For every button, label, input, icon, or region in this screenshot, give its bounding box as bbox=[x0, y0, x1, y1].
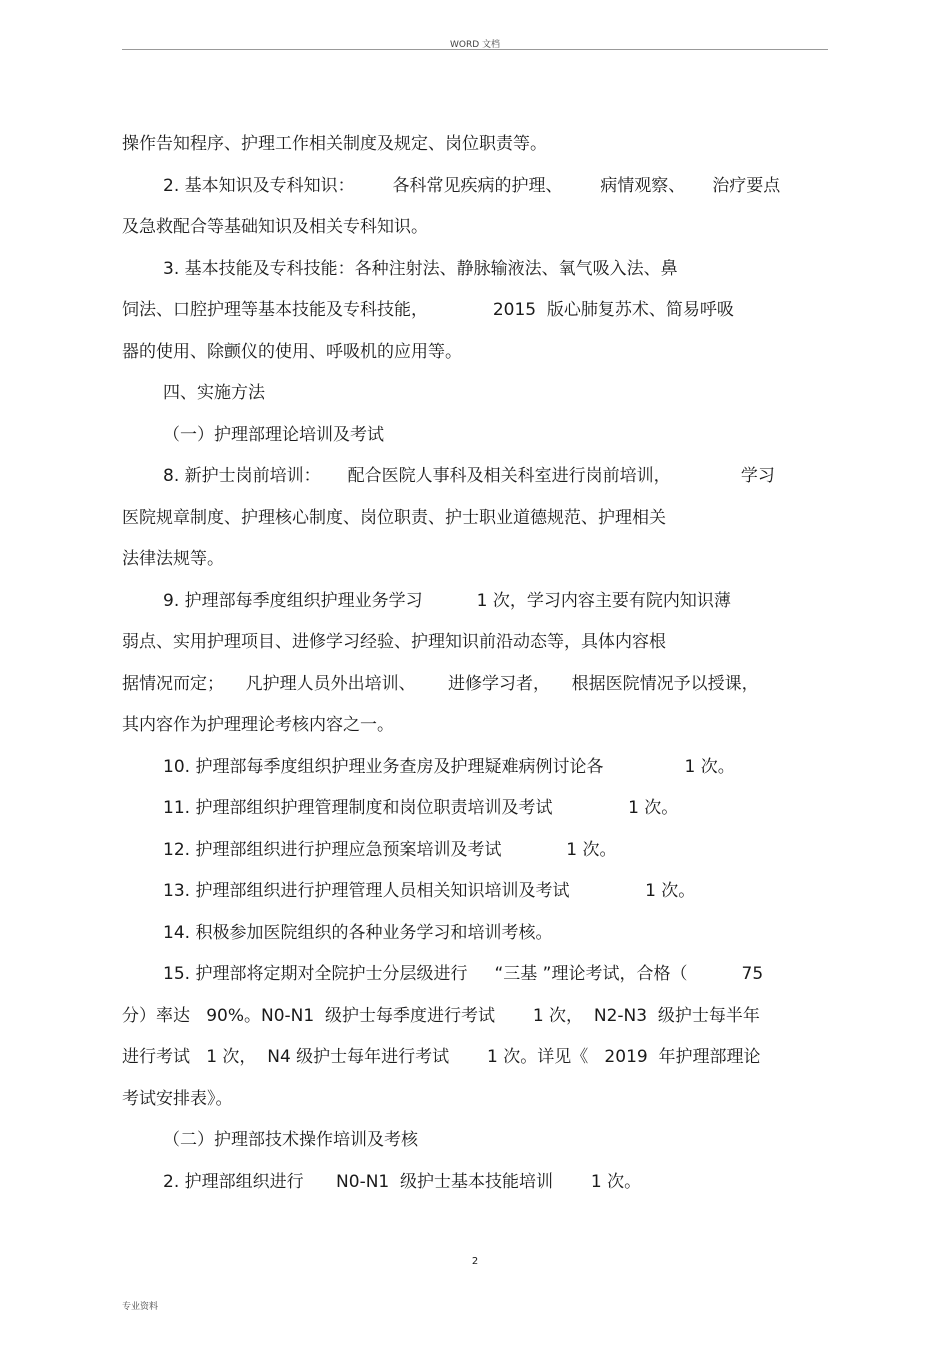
body-line: 2. 基本知识及专科知识： 各科常见疾病的护理、 病情观察、 治疗要点 bbox=[163, 176, 781, 196]
body-line: 3. 基本技能及专科技能：各种注射法、静脉输液法、氧气吸入法、鼻 bbox=[163, 259, 678, 279]
page-footer: 专业资料 bbox=[122, 1302, 159, 1312]
body-line: 据情况而定； 凡护理人员外出培训、 进修学习者， 根据医院情况予以授课， bbox=[122, 674, 759, 694]
body-line: 器的使用、除颤仪的使用、呼吸机的应用等。 bbox=[122, 342, 462, 362]
body-line: 8. 新护士岗前培训： 配合医院人事科及相关科室进行岗前培训， 学习 bbox=[163, 466, 775, 486]
page-header: WORD 文档 bbox=[449, 40, 501, 50]
body-line: 考试安排表》。 bbox=[122, 1089, 233, 1109]
body-line: 2. 护理部组织进行 N0-N1 级护士基本技能培训 1 次。 bbox=[163, 1172, 642, 1192]
header-divider bbox=[122, 49, 828, 50]
section-heading: 四、实施方法 bbox=[163, 383, 265, 403]
body-line: 医院规章制度、护理核心制度、岗位职责、护士职业道德规范、护理相关 bbox=[122, 508, 666, 528]
body-line: 饲法、口腔护理等基本技能及专科技能， 2015 版心肺复苏术、简易呼吸 bbox=[122, 300, 734, 320]
subsection-heading: （一）护理部理论培训及考试 bbox=[163, 425, 384, 445]
body-line: 14. 积极参加医院组织的各种业务学习和培训考核。 bbox=[163, 923, 553, 943]
body-line: 及急救配合等基础知识及相关专科知识。 bbox=[122, 217, 428, 237]
body-line: 法律法规等。 bbox=[122, 549, 224, 569]
body-line: 11. 护理部组织护理管理制度和岗位职责培训及考试 1 次。 bbox=[163, 798, 679, 818]
body-line: 操作告知程序、护理工作相关制度及规定、岗位职责等。 bbox=[122, 134, 547, 154]
body-line: 15. 护理部将定期对全院护士分层级进行 “三基 ”理论考试，合格（ 75 bbox=[163, 964, 764, 984]
body-line: 弱点、实用护理项目、进修学习经验、护理知识前沿动态等，具体内容根 bbox=[122, 632, 666, 652]
body-line: 13. 护理部组织进行护理管理人员相关知识培训及考试 1 次。 bbox=[163, 881, 696, 901]
body-line: 9. 护理部每季度组织护理业务学习 1 次，学习内容主要有院内知识薄 bbox=[163, 591, 731, 611]
body-line: 10. 护理部每季度组织护理业务查房及护理疑难病例讨论各 1 次。 bbox=[163, 757, 735, 777]
body-line: 其内容作为护理理论考核内容之一。 bbox=[122, 715, 394, 735]
body-line: 进行考试 1 次， N4 级护士每年进行考试 1 次。详见《 2019 年护理部理论 bbox=[122, 1047, 761, 1067]
body-line: 分）率达 90%。N0-N1 级护士每季度进行考试 1 次， N2-N3 级护士每半年 bbox=[122, 1006, 760, 1026]
body-line: 12. 护理部组织进行护理应急预案培训及考试 1 次。 bbox=[163, 840, 617, 860]
page-number: 2 bbox=[471, 1256, 479, 1267]
subsection-heading: （二）护理部技术操作培训及考核 bbox=[163, 1130, 418, 1150]
